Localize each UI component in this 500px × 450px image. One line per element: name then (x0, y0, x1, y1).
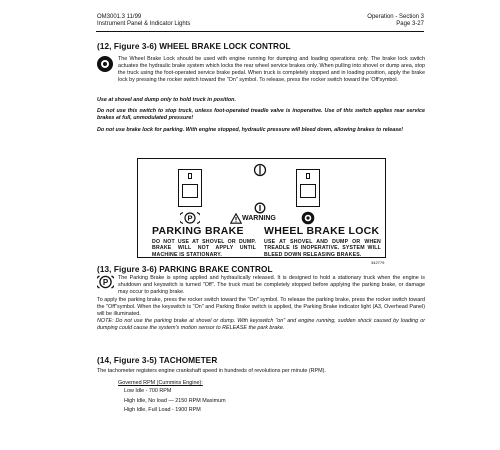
svg-text:P: P (187, 213, 193, 223)
parking-brake-text: DO NOT USE AT SHOVEL OR DUMP. BRAKE WILL NOT APPLY UNTIL MACHINE IS STATIONARY. (152, 239, 256, 258)
parking-brake-title: PARKING BRAKE (152, 225, 244, 237)
page-number: Page 3-27 (396, 21, 424, 27)
doc-number: OM3001.3 11/99 (97, 14, 142, 20)
header-left (97, 14, 190, 28)
section-label: Operation - Section 3 (367, 14, 424, 20)
brake-lock-panel-icon (300, 211, 316, 225)
parking-brake-icon (180, 211, 200, 225)
high-idle-fullload-rpm: High Idle, Full Load - 1900 RPM (124, 407, 201, 413)
governed-rpm-list (124, 388, 226, 415)
section-12-paragraph-2: Use at shovel and dump only to hold truck in position. (97, 97, 236, 103)
power-off-icon (253, 163, 267, 177)
section-12-title: (12, Figure 3-6) WHEEL BRAKE LOCK CONTROL (97, 42, 291, 51)
figure-part-number: 342779 (371, 260, 385, 265)
brake-lock-icon (97, 56, 113, 72)
low-idle-rpm: Low Idle - 700 RPM (124, 388, 172, 394)
section-13-paragraph-1: The Parking Brake is spring applied and hydraulically released. It is designed to hold a stationary truck when the engine is shutdown and keyswitch is turned "Off". The truck must be completely stopped before applying the parking brake, or damage may occur to parking brake. (118, 275, 425, 295)
wheel-brake-lock-rocker-switch[interactable] (296, 169, 320, 207)
warning-triangle-icon (230, 213, 242, 224)
svg-text:P: P (102, 278, 109, 287)
header-rule (96, 31, 424, 32)
section-12-paragraph-1: The Wheel Brake Lock should be used with engine running for dumping and loading operations only. The brake lock switch actuates the hydraulic brake system which locks the rear wheel service brakes only. When pulling into shovel or dump area, stop the truck using the foot-operated service brake pedal. When truck is completely stopped and in loading position, apply the brake lock by pressing the rocker switch toward the "On" symbol. To release, press the rocker switch toward the 'Off'symbol. (118, 56, 425, 83)
section-13-title: (13, Figure 3-6) PARKING BRAKE CONTROL (97, 265, 273, 274)
power-on-icon (254, 202, 266, 214)
control-panel-figure (137, 158, 386, 258)
parking-brake-icon (97, 274, 114, 290)
governed-rpm-title: Governed RPM (Cummins Engine): (118, 380, 203, 386)
section-13-paragraph-2: To apply the parking brake, press the rocker switch toward the "On" symbol. To release the parking brake, press the rocker switch toward the "Off"symbol. When the keyswitch is "On" and Parking Brake switch is applied, the Parking Brake indicator light (A3, Overhead Panel) will be illuminated. (97, 297, 425, 317)
header-right (367, 14, 424, 28)
section-13-note: NOTE: Do not use the parking brake at shovel or dump. With keyswitch "on" and engine running, sudden shock caused by loading or dumping could cause the system's motion sensor to RELEASE the park brake. (97, 318, 425, 331)
high-idle-noload-rpm: High Idle, No load — 2150 RPM Maximum (124, 397, 226, 404)
section-14-paragraph-1: The tachometer registers engine crankshaft speed in hundreds of revolutions per minute (RPM). (97, 368, 326, 374)
wheel-brake-lock-title: WHEEL BRAKE LOCK (264, 225, 380, 237)
parking-brake-rocker-switch[interactable] (178, 169, 202, 207)
governed-rpm-block (118, 380, 203, 388)
section-12-paragraph-3: Do not use this switch to stop truck, unless foot-operated treadle valve is inoperative. Use of this switch applies rear service brakes at full, unmodulated pressure! (97, 108, 425, 121)
wheel-brake-lock-text: USE AT SHOVEL AND DUMP OR WHEN TREADLE IS INOPERATIVE. SYSTEM WILL BLEED DOWN RELEASING BRAKES. (264, 239, 381, 258)
warning-label: WARNING (242, 215, 276, 222)
section-14-title: (14, Figure 3-5) TACHOMETER (97, 356, 218, 365)
section-12-paragraph-4: Do not use brake lock for parking. With engine stopped, hydraulic pressure will bleed down, allowing brakes to release! (97, 127, 404, 133)
doc-subject: Instrument Panel & Indicator Lights (97, 21, 191, 27)
